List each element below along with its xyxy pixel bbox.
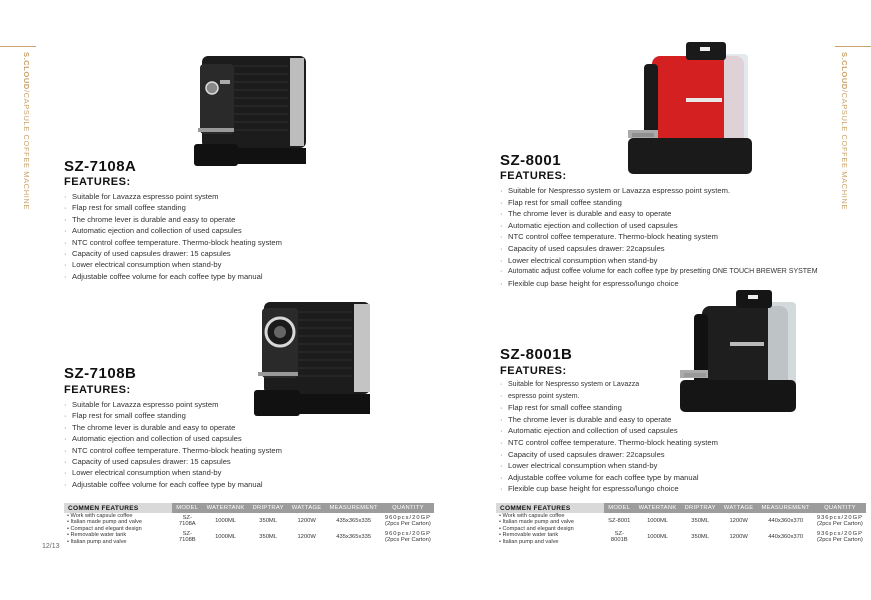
common-features-cell — [496, 513, 604, 545]
cell-quantity — [814, 529, 866, 545]
col-header-model: MODEL — [604, 503, 635, 513]
feature-item: · NTC control coffee temperature. Thermo-block heating system — [500, 231, 818, 243]
common-features-list — [67, 513, 169, 545]
sz-8001-machine-image — [624, 36, 756, 178]
common-feature-item: • Italian pump and valve — [67, 539, 169, 545]
model-title-sz-7108b: SZ-7108B — [64, 365, 137, 382]
feature-list-sz-8001b — [500, 379, 718, 495]
col-header-common-features: COMMEN FEATURES — [496, 503, 604, 513]
common-feature-item: • Compact and elegant design — [67, 526, 169, 532]
quantity-note: (2pcs Per Carton) — [817, 537, 863, 544]
cell-quantity — [814, 513, 866, 529]
cell-watertank: 1000ML — [647, 534, 669, 541]
feature-item: · Automatic ejection and collection of used capsules — [500, 220, 818, 232]
feature-item: · Lower electrical consumption when stand-by — [500, 460, 718, 472]
spec-header-row — [64, 503, 434, 513]
feature-item: · Lower electrical consumption when stand-by — [64, 467, 282, 478]
feature-item: · Lower electrical consumption when stand-by — [64, 259, 282, 270]
col-header-model: MODEL — [172, 503, 203, 513]
feature-item: · NTC control coffee temperature. Thermo-block heating system — [500, 437, 718, 449]
feature-item: · Suitable for Nespresso system or Lavazza espresso point system. — [500, 185, 818, 197]
feature-item: · Capacity of used capsules drawer: 22capsules — [500, 449, 718, 461]
col-header-quantity: QUANTITY — [382, 503, 434, 513]
cell-driptray: 350ML — [259, 518, 277, 524]
feature-item: · NTC control coffee temperature. Thermo-block heating system — [64, 237, 282, 248]
spec-header-row — [496, 503, 866, 513]
quantity-line: 960pcs/20GP — [384, 531, 431, 538]
cell-wattage: 1200W — [297, 518, 316, 524]
spec-table-right — [496, 503, 866, 545]
cell-watertank: 1000ML — [647, 518, 669, 524]
cell-driptray: 350ML — [259, 534, 277, 541]
common-feature-item: • Italian made pump and valve — [67, 519, 169, 525]
table-row — [64, 513, 434, 529]
feature-list-sz-8001 — [500, 185, 818, 289]
feature-item: · Adjustable coffee volume for each coffee type by manual — [500, 472, 718, 484]
cell-driptray: 350ML — [691, 534, 709, 541]
feature-item: · Suitable for Nespresso system or Lavazza — [500, 379, 718, 391]
page-number: 12/13 — [42, 543, 60, 550]
quantity-note: (2pcs Per Carton) — [385, 521, 431, 527]
cell-measurement: 435x365x335 — [336, 534, 372, 541]
col-header-watertank: WATERTANK — [635, 503, 681, 513]
table-row — [496, 513, 866, 529]
feature-item: · Flap rest for small coffee standing — [500, 197, 818, 209]
feature-item: · The chrome lever is durable and easy to operate — [64, 422, 282, 433]
left-side-rule — [0, 46, 36, 47]
features-heading-sz-8001b: FEATURES: — [500, 365, 567, 377]
left-side-brand — [22, 52, 31, 210]
common-feature-item: • Italian made pump and valve — [499, 519, 601, 525]
cell-wattage: 1200W — [729, 518, 748, 524]
cell-wattage: 1200W — [729, 534, 748, 541]
feature-item: · Automatic ejection and collection of used capsules — [64, 433, 282, 444]
col-header-watertank: WATERTANK — [203, 503, 249, 513]
right-brand-sub: /CAPSULE COFFEE MACHINE — [840, 89, 849, 211]
common-features-list — [499, 513, 601, 545]
feature-item-continued: · espresso point system. — [500, 391, 718, 403]
col-header-quantity: QUANTITY — [814, 503, 866, 513]
right-side-rule — [835, 46, 871, 47]
feature-list-sz-7108a — [64, 191, 282, 282]
right-brand: S.CLOUD — [840, 52, 849, 90]
feature-item: · Capacity of used capsules drawer: 22capsules — [500, 243, 818, 255]
quantity-note: (2pcs Per Carton) — [817, 521, 863, 527]
common-feature-item: • Removable water tank — [499, 532, 601, 538]
quantity-line: 960pcs/20GP — [384, 515, 431, 521]
feature-item: · Adjustable coffee volume for each coffee type by manual — [64, 271, 282, 282]
cell-model: SZ-7108A — [178, 515, 196, 527]
col-header-wattage: WATTAGE — [720, 503, 758, 513]
cell-measurement: 440x360x370 — [768, 518, 804, 524]
feature-item: · Flap rest for small coffee standing — [64, 202, 282, 213]
features-heading-sz-7108b: FEATURES: — [64, 384, 131, 396]
feature-item: · Flexible cup base height for espresso/lungo choice — [500, 483, 718, 495]
model-title-sz-8001: SZ-8001 — [500, 152, 562, 169]
common-feature-item: • Italian pump and valve — [499, 539, 601, 545]
feature-item: · Suitable for Lavazza espresso point system — [64, 191, 282, 202]
feature-item: · Flap rest for small coffee standing — [500, 402, 718, 414]
feature-item: · The chrome lever is durable and easy to operate — [64, 214, 282, 225]
quantity-line: 936pcs/20GP — [816, 531, 863, 538]
feature-item: · The chrome lever is durable and easy to operate — [500, 414, 718, 426]
feature-item: · Automatic ejection and collection of used capsules — [64, 225, 282, 236]
left-brand: S.CLOUD — [22, 52, 31, 90]
model-title-sz-7108a: SZ-7108A — [64, 158, 137, 175]
quantity-note: (2pcs Per Carton) — [385, 537, 431, 544]
feature-item: · Automatic adjust coffee volume for each coffee type by presetting ONE TOUCH BREWER SYSTEM — [500, 266, 818, 278]
cell-measurement: 440x360x370 — [768, 534, 804, 541]
sz-7108a-machine-image — [190, 52, 312, 170]
cell-driptray: 350ML — [691, 518, 709, 524]
feature-item: · NTC control coffee temperature. Thermo-block heating system — [64, 445, 282, 456]
common-feature-item: • Work with capsule coffee — [67, 513, 169, 519]
features-heading-sz-8001: FEATURES: — [500, 170, 567, 182]
cell-watertank: 1000ML — [215, 518, 237, 524]
feature-item: · Flexible cup base height for espresso/lungo choice — [500, 278, 818, 290]
model-title-sz-8001b: SZ-8001B — [500, 346, 573, 363]
col-header-common-features: COMMEN FEATURES — [64, 503, 172, 513]
col-header-measurement: MEASUREMENT — [757, 503, 813, 513]
cell-quantity — [382, 513, 434, 529]
feature-list-sz-7108b — [64, 399, 282, 490]
common-feature-item: • Compact and elegant design — [499, 526, 601, 532]
col-header-wattage: WATTAGE — [288, 503, 326, 513]
col-header-measurement: MEASUREMENT — [325, 503, 381, 513]
feature-item: · Capacity of used capsules drawer: 15 capsules — [64, 456, 282, 467]
feature-item: · Suitable for Lavazza espresso point system — [64, 399, 282, 410]
common-features-cell — [64, 513, 172, 545]
common-feature-item: • Removable water tank — [67, 532, 169, 538]
cell-watertank: 1000ML — [215, 534, 237, 541]
left-brand-sub: /CAPSULE COFFEE MACHINE — [22, 89, 31, 211]
col-header-driptray: DRIPTRAY — [249, 503, 288, 513]
feature-item: · Automatic ejection and collection of used capsules — [500, 425, 718, 437]
common-feature-item: • Work with capsule coffee — [499, 513, 601, 519]
col-header-driptray: DRIPTRAY — [681, 503, 720, 513]
spec-table-left — [64, 503, 434, 545]
feature-item: · Adjustable coffee volume for each coffee type by manual — [64, 479, 282, 490]
cell-measurement: 435x365x335 — [336, 518, 372, 524]
feature-item: · Capacity of used capsules drawer: 15 capsules — [64, 248, 282, 259]
cell-model: SZ-8001B — [610, 531, 628, 544]
feature-item: · Lower electrical consumption when stand-by — [500, 255, 818, 267]
cell-wattage: 1200W — [297, 534, 316, 541]
feature-item: · The chrome lever is durable and easy to operate — [500, 208, 818, 220]
feature-item: · Flap rest for small coffee standing — [64, 410, 282, 421]
quantity-line: 936pcs/20GP — [816, 515, 863, 521]
features-heading-sz-7108a: FEATURES: — [64, 176, 131, 188]
cell-model: SZ-8001 — [608, 518, 631, 524]
right-side-brand — [840, 52, 849, 210]
cell-quantity — [382, 529, 434, 545]
cell-model: SZ-7108B — [178, 531, 196, 544]
